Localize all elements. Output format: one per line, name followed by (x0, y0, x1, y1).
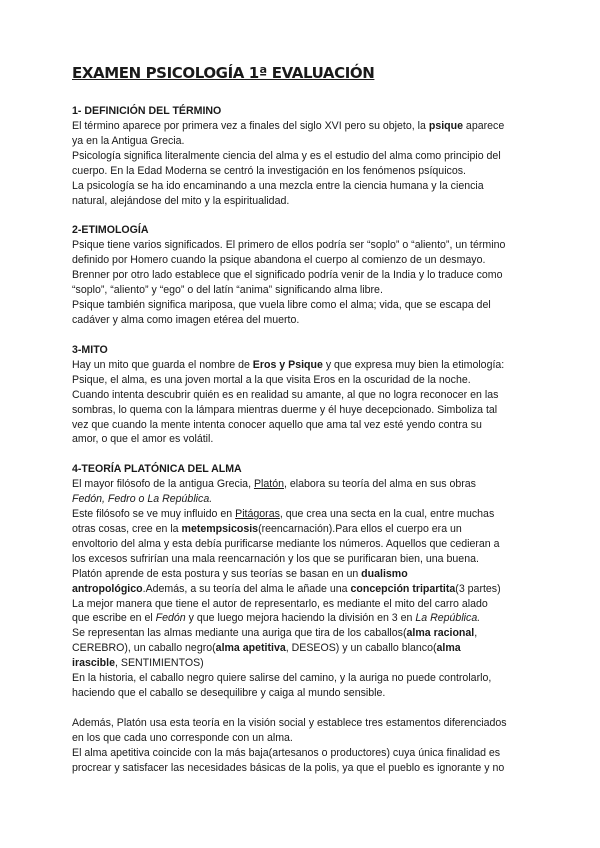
section-heading: 1- DEFINICIÓN DEL TÉRMINO (72, 105, 222, 117)
paragraph-line: vez que cuando la mente intenta conocer aquello que ama tal vez esté yendo contra su (72, 418, 482, 431)
paragraph-line: El alma apetitiva coincide con la más baja(artesanos o productores) cuya única finalidad es (72, 746, 501, 759)
section-teoria-platonica (72, 462, 534, 775)
paragraph-line: antropológico.Además, a su teoría del alma le añade una concepción tripartita(3 partes) (72, 582, 501, 595)
paragraph-line: Se representan las almas mediante una auriga que tira de los caballos(alma racional, (72, 627, 478, 640)
section-definicion (72, 104, 534, 208)
paragraph-line: definido por Homero cuando la psique abandona el cuerpo al comienzo de un desmayo. (72, 254, 486, 267)
paragraph-line: Psique también significa mariposa, que vuela libre como el alma; vida, que se escapa del (72, 299, 491, 312)
paragraph-line: Este filósofo se ve muy influido en Pitágoras, que crea una secta en la cual, entre muchas (72, 508, 495, 521)
section-etimologia (72, 223, 534, 327)
paragraph-line: CEREBRO), un caballo negro(alma apetitiva, DESEOS) y un caballo blanco(alma (72, 642, 461, 655)
paragraph-line: envoltorio del alma y esta debía purificarse mediante los números. Aquellos que cedieran a (72, 537, 500, 550)
paragraph-line: otras cosas, cree en la metempsicosis(reencarnación).Para ellos el cuerpo era un (72, 523, 462, 536)
paragraph-line: Hay un mito que guarda el nombre de Eros y Psique y que expresa muy bien la etimología: (72, 358, 505, 371)
paragraph-line: cuerpo. En la Edad Moderna se centró la investigación en los fenómenos psíquicos. (72, 164, 466, 177)
paragraph-line: sombras, lo quema con la lámpara mientras duerme y él huye decepcionado. Simboliza tal (72, 403, 498, 416)
section-heading: 3-MITO (72, 343, 108, 356)
paragraph-line: procrear y satisfacer las necesidades básicas de la polis, ya que el pueblo es ignorante y no (72, 761, 505, 774)
paragraph-line: La psicología se ha ido encaminando a una mezcla entre la ciencia humana y la ciencia (72, 179, 484, 192)
paragraph-line: Además, Platón usa esta teoría en la visión social y establece tres estamentos diferenciados (72, 716, 507, 729)
document-title: EXAMEN PSICOLOGÍA 1ª EVALUACIÓN (72, 64, 375, 82)
paragraph-line: El término aparece por primera vez a finales del siglo XVI pero su objeto, la psique aparece (72, 120, 505, 132)
document-body (72, 64, 534, 790)
paragraph-line: En la historia, el caballo negro quiere salirse del camino, y la auriga no puede controlarlo, (72, 672, 492, 685)
paragraph-line: La mejor manera que tiene el autor de representarlo, es mediante el mito del carro alado (72, 597, 488, 610)
paragraph-line: El mayor filósofo de la antigua Grecia, Platón, elabora su teoría del alma en sus obras (72, 478, 476, 491)
paragraph-line: haciendo que el caballo se desequilibre y caiga al mundo sensible. (72, 687, 386, 699)
paragraph-line: irascible, SENTIMIENTOS) (72, 657, 204, 670)
paragraph-gap (72, 701, 534, 716)
paragraph-line: “soplo”, “aliento” y “ego” o del latín “anima” significando alma libre. (72, 284, 383, 297)
paragraph-line: Psicología significa literalmente ciencia del alma y es el estudio del alma como principio del (72, 149, 501, 162)
paragraph-line: Fedón, Fedro o La República. (72, 493, 213, 506)
paragraph-line: Platón aprende de esta postura y sus teorías se basan en un dualismo (72, 567, 408, 580)
section-mito (72, 343, 534, 447)
paragraph-line: Brenner por otro lado establece que el significado podría venir de la India y lo traduce como (72, 269, 503, 282)
paragraph-line: natural, alejándose del mito y la espiritualidad. (72, 194, 290, 207)
paragraph-line: amor, o que el amor es volátil. (72, 433, 214, 446)
paragraph-line: en los que cada uno corresponde con un alma. (72, 731, 293, 744)
paragraph-line: Psique, el alma, es una joven mortal a la que visita Eros en la oscuridad de la noche. (72, 373, 471, 386)
paragraph-line: Cuando intenta descubrir quién es en realidad su amante, al que no logra reconocer en las (72, 388, 499, 401)
paragraph-line: que escribe en el Fedón y que luego mejora haciendo la división en 3 en La República. (72, 612, 481, 625)
paragraph-line: Psique tiene varios significados. El primero de ellos podría ser “soplo” o “aliento”, un término (72, 239, 506, 252)
section-heading: 2-ETIMOLOGÍA (72, 224, 149, 237)
paragraph-line: cadáver y alma como imagen etérea del muerto. (72, 313, 300, 326)
section-heading: 4-TEORÍA PLATÓNICA DEL ALMA (72, 463, 242, 476)
paragraph-line: los excesos sufrirían una mala reencarnación y los que se purificaran bien, una buena. (72, 552, 479, 565)
paragraph-line: ya en la Antigua Grecia. (72, 134, 185, 147)
